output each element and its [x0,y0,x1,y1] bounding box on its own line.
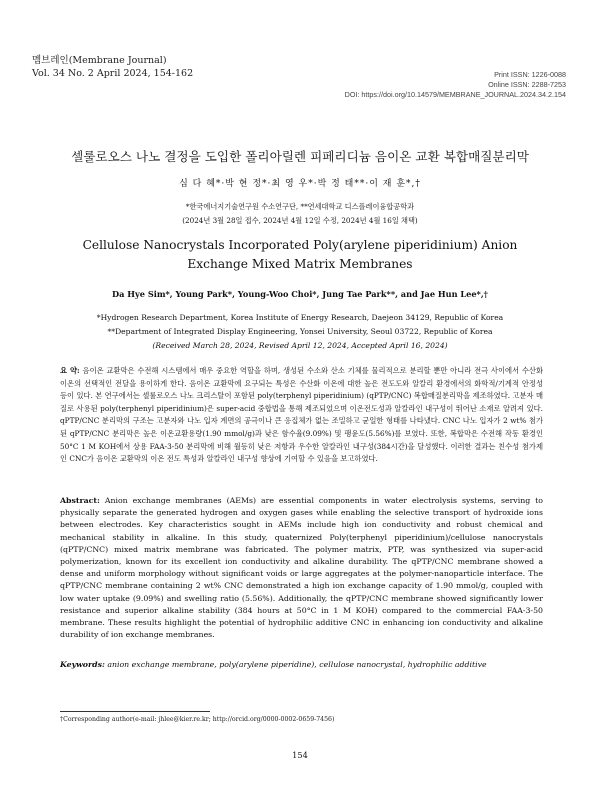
english-affiliation-2: **Department of Integrated Display Engineering, Yonsei University, Seoul 03722, Republic of Korea [107,327,493,336]
korean-abstract-text: 음이온 교환막은 수전해 시스템에서 매우 중요한 역할을 하며, 생성된 수소와 산소 기체를 물리적으로 분리할 뿐만 아니라 전극 사이에서 수산화 이온의 선택적인 전달을 용이하게 한다. 음이온 교환막에 요구되는 특성은 수산화 이온에 대한 높은 전도도와 알칼리 환경에서의 화학적/기계적 안정성 등이 있다. 본 연구에서는 셀룰로오스 나노 크리스탈이 포함된 poly(terphenyl piperidinium) (qPTP/CNC) 복합매질분리막을 제조하였다. 고분자 매질로 사용된 poly(terphenyl piperidinium)은 super-acid 중합법을 통해 제조되었으며 이온전도성과 알칼라인 내구성이 뛰어난 소재로 알려져 있다. qPTP/CNC 분리막의 구조는 고분자와 나노 입자 계면의 공극이나 큰 응집체가 없는 조밀하고 균일한 형태를 나타냈다. CNC 나노 입자가 2 wt% 첨가된 qPTP/CNC 분리막은 높은 이온교환용량(1.90 mmol/g)과 낮은 함수율(9.09%) 및 팽윤도(5.56%)를 보였다. 또한, 복합막은 수전해 작동 환경인 50°C 1 M KOH에서 상용 FAA-3-50 분리막에 비해 월등히 낮은 저항과 우수한 알칼라인 내구성(384시간)을 달성했다. 이러한 결과는 친수성 첨가제인 CNC가 음이온 교환막의 이온 전도 특성과 알칼라인 내구성 향상에 기여할 수 있음을 보고하였다. [60,366,543,464]
english-authors: Da Hye Sim*, Young Park*, Young-Woo Choi*, Jung Tae Park**, and Jae Hun Lee*,† [112,289,488,299]
english-abstract-text: Anion exchange membranes (AEMs) are essential components in water electrolysis systems, serving to physically separate the generated hydrogen and oxygen gases while enabling the selective transport of hydroxide ions between electrodes. Key characteristics sought in AEMs include high ion conductivity and robust chemical and mechanical stability in alkaline. In this study, quaternized Poly(terphenyl piperidinium)/cellulose nanocrystals (qPTP/CNC) mixed matrix membrane was fabricated. The polymer matrix, PTP, was synthesized via super-acid polymerization, known for its excellent ion conductivity and alkaline durability. The qPTP/CNC membrane showed a dense and uniform morphology without significant voids or large aggregates at the polymer-nanoparticle interface. The qPTP/CNC membrane containing 2 wt% CNC demonstrated a high ion exchange capacity of 1.90 mmol/g, coupled with low water uptake (9.09%) and swelling ratio (5.56%). Additionally, the qPTP/CNC membrane showed significantly lower resistance and superior alkaline stability (384 hours at 50°C in 1 M KOH) compared to the commercial FAA-3-50 membrane. These results highlight the potential of hydrophilic additive CNC in enhancing ion conductivity and alkaline durability of ion exchange membranes. [60,496,543,640]
korean-affiliation: *한국에너지기술연구원 수소연구단, **연세대학교 디스플레이융합공학과 [185,202,415,211]
korean-abstract-label: 요 약: [60,366,80,375]
footnote-divider [60,711,210,712]
english-affiliation-block [40,311,560,353]
korean-dates: (2024년 3월 28일 접수, 2024년 4월 12일 수정, 2024년 4월 16일 채택) [182,216,418,225]
keywords-label: Keywords: [60,660,105,669]
english-affiliation-1: *Hydrogen Research Department, Korea Institute of Energy Research, Daejeon 34129, Republic of Korea [96,313,504,322]
keywords-text: anion exchange membrane, poly(arylene piperidine), cellulose nanocrystal, hydrophilic additive [107,660,487,669]
page-number: 154 [292,750,308,760]
doi-link[interactable]: DOI: https://doi.org/10.14579/MEMBRANE_JOURNAL.2024.34.2.154 [344,90,566,99]
korean-abstract [60,365,543,466]
journal-volume: Vol. 34 No. 2 April 2024, 154-162 [32,68,194,79]
english-abstract [60,495,543,641]
issn-block [345,70,566,100]
english-abstract-label: Abstract: [60,496,100,505]
english-title: Cellulose Nanocrystals Incorporated Poly(arylene piperidinium) Anion Exchange Mixed Matrix Membranes [82,238,518,271]
print-issn: Print ISSN: 1226-0088 [494,70,566,79]
korean-title: 셀룰로오스 나노 결정을 도입한 폴리아릴렌 피페리디늄 음이온 교환 복합매질분리막 [71,149,529,164]
korean-affiliation-block [0,200,600,228]
journal-name: 멤브레인(Membrane Journal) [32,55,167,66]
online-issn: Online ISSN: 2288-7253 [488,80,566,89]
keywords [60,660,543,669]
corresponding-author-footnote: †Corresponding author(e-mail: jhlee@kier.re.kr; http://orcid.org/0000-0002-0659-7456) [60,716,335,723]
english-dates: (Received March 28, 2024, Revised April 12, 2024, Accepted April 16, 2024) [152,341,448,350]
korean-authors: 심 다 혜*·박 현 정*·최 영 우*·박 정 태**·이 재 훈*,† [179,179,421,189]
journal-header [32,54,193,80]
